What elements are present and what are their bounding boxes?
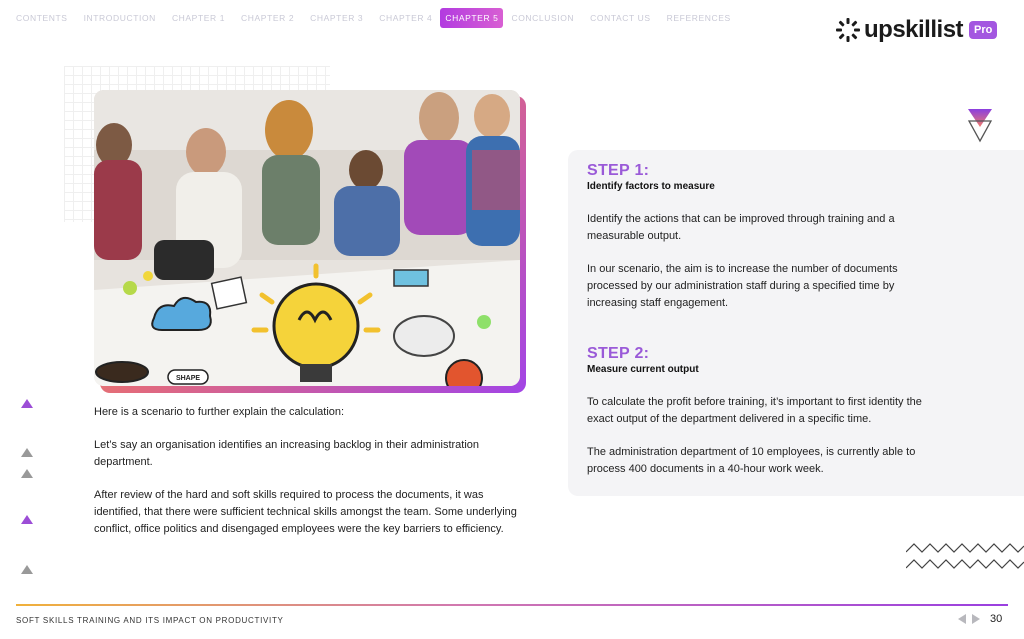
step1-subheading: Identify factors to measure <box>587 181 715 192</box>
decorative-triangles-icon <box>966 107 994 145</box>
next-page-icon[interactable] <box>972 614 980 624</box>
footer-title: SOFT SKILLS TRAINING AND ITS IMPACT ON PRODUCTIVITY <box>16 616 284 625</box>
nav-contact-us[interactable]: CONTACT US <box>590 13 651 23</box>
nav-chapter-1[interactable]: CHAPTER 1 <box>171 13 226 23</box>
bullet-triangle-icon <box>21 565 33 574</box>
nav-chapter-4[interactable]: CHAPTER 4 <box>379 13 433 23</box>
bullet-triangle-icon <box>21 469 33 478</box>
step1-heading: STEP 1: <box>587 162 650 179</box>
step1-para2: In our scenario, the aim is to increase the number of documents processed by our administration staff during a specified time by increasing staff engagement. <box>587 263 898 309</box>
nav-contents[interactable]: CONTENTS <box>16 13 68 23</box>
step2-para2: The administration department of 10 employees, is currently able to process 400 documents in a 40-hour work week. <box>587 446 916 475</box>
nav-references[interactable]: REFERENCES <box>666 13 731 23</box>
upskillist-logo[interactable] <box>836 15 997 45</box>
nav-chapter-5[interactable]: CHAPTER 5 <box>440 8 503 28</box>
scenario-intro: Here is a scenario to further explain the calculation: <box>94 406 345 418</box>
bullet-triangle-icon <box>21 448 33 457</box>
nav-conclusion[interactable]: CONCLUSION <box>511 13 575 23</box>
bullet-triangle-icon <box>21 515 33 524</box>
logo-ring-icon <box>836 18 860 42</box>
shape-sign-label: SHAPE <box>175 375 201 382</box>
step2-subheading: Measure current output <box>587 364 699 375</box>
step2-heading: STEP 2: <box>587 345 650 362</box>
page-number: 30 <box>990 613 1003 625</box>
footer-gradient-line <box>16 604 1008 606</box>
logo-wordmark: upskillist <box>864 16 964 43</box>
scenario-review: After review of the hard and soft skills required to process the documents, it was identified, that there were sufficient technical skills amongst the team. Some underlying conflict, office politics and disengaged employees were the key barriers to efficiency. <box>94 489 517 535</box>
pager <box>958 613 1002 625</box>
step2-para1: To calculate the profit before training, it’s important to first identity the exact output of the department delivered in a specific time. <box>587 396 922 425</box>
pro-badge: Pro <box>969 21 997 39</box>
nav-chapter-3[interactable]: CHAPTER 3 <box>310 13 364 23</box>
nav-chapter-2[interactable]: CHAPTER 2 <box>241 13 295 23</box>
step1-para1: Identify the actions that can be improved through training and a measurable output. <box>587 213 895 242</box>
zigzag-decoration-icon <box>906 542 1024 570</box>
bullet-triangle-icon <box>21 399 33 408</box>
nav-introduction[interactable]: INTRODUCTION <box>83 13 156 23</box>
scenario-backlog: Let’s say an organisation identifies an increasing backlog in their administration department. <box>94 439 480 468</box>
team-brainstorm-photo <box>94 90 520 386</box>
prev-page-icon[interactable] <box>958 614 966 624</box>
chapter-nav <box>8 8 739 28</box>
